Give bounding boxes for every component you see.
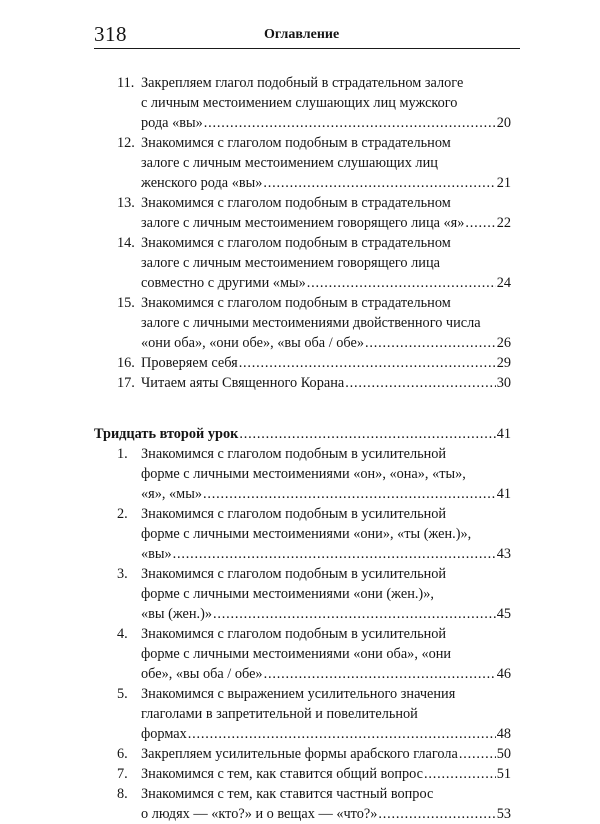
entry-page: 30 xyxy=(496,375,511,391)
entry-text: «они оба», «они обе», «вы оба / обе» xyxy=(141,335,364,351)
toc-entry xyxy=(0,624,600,684)
entry-text: с личным местоимением слушающих лиц мужского xyxy=(141,95,458,111)
lesson-page: 41 xyxy=(496,426,511,442)
dot-leader xyxy=(465,213,495,233)
entry-number: 14. xyxy=(117,235,135,251)
entry-number: 2. xyxy=(117,506,128,522)
dot-leader xyxy=(173,544,496,564)
toc-entry xyxy=(0,784,600,824)
entry-page: 46 xyxy=(496,666,511,682)
entry-text: рода «вы» xyxy=(141,115,203,131)
entry-text: форме с личными местоимениями «они (жен.)», xyxy=(141,586,434,602)
entry-text: женского рода «вы» xyxy=(141,175,263,191)
toc-entry xyxy=(0,373,600,393)
entry-number: 16. xyxy=(117,355,135,371)
entry-number: 12. xyxy=(117,135,135,151)
entry-text: форме с личными местоимениями «он», «она», «ты», xyxy=(141,466,466,482)
dot-leader xyxy=(459,744,496,764)
entry-page: 50 xyxy=(496,746,511,762)
dot-leader xyxy=(345,373,496,393)
entry-number: 5. xyxy=(117,686,128,702)
entry-number: 11. xyxy=(117,75,135,91)
entry-text: Знакомимся с глаголом подобным в усилительной xyxy=(141,566,447,582)
dot-leader xyxy=(263,173,495,193)
entry-page: 53 xyxy=(496,806,511,822)
entry-page: 22 xyxy=(496,215,511,231)
entry-text: залоге с личными местоимениями двойственного числа xyxy=(141,315,481,331)
entry-number: 1. xyxy=(117,446,128,462)
header-title: Оглавление xyxy=(264,27,340,42)
toc-entry xyxy=(0,193,600,233)
entry-text: Знакомимся с тем, как ставится общий вопрос xyxy=(141,766,423,782)
entry-text: «вы» xyxy=(141,546,172,562)
toc-lesson-heading xyxy=(94,424,511,444)
entry-page: 29 xyxy=(496,355,511,371)
entry-text: Проверяем себя xyxy=(141,355,238,371)
entry-text: Знакомимся с тем, как ставится частный вопрос xyxy=(141,786,434,802)
entry-text: Знакомимся с глаголом подобным в страдательном xyxy=(141,295,451,311)
entry-number: 13. xyxy=(117,195,135,211)
entry-text: залоге с личным местоимением слушающих лиц xyxy=(141,155,438,171)
toc-entry xyxy=(0,764,600,784)
entry-text: Закрепляем усилительные формы арабского глагола xyxy=(141,746,458,762)
toc-entry xyxy=(0,233,600,293)
entry-page: 48 xyxy=(496,726,511,742)
toc-entry xyxy=(0,353,600,373)
entry-text: форме с личными местоимениями «они оба», «они xyxy=(141,646,452,662)
toc-entry xyxy=(0,133,600,193)
dot-leader xyxy=(264,664,496,684)
entry-text: о людях — «кто?» и о вещах — «что?» xyxy=(141,806,378,822)
entry-text: Читаем аяты Священного Корана xyxy=(141,375,345,391)
entry-number: 8. xyxy=(117,786,128,802)
entry-text: «я», «мы» xyxy=(141,486,202,502)
entry-page: 20 xyxy=(496,115,511,131)
dot-leader xyxy=(213,604,496,624)
table-of-contents xyxy=(0,73,600,824)
entry-text: Знакомимся с глаголом подобным в усилительной xyxy=(141,506,447,522)
entry-number: 7. xyxy=(117,766,128,782)
dot-leader xyxy=(307,273,496,293)
toc-entry xyxy=(0,744,600,764)
entry-text: залоге с личным местоимением говорящего лица xyxy=(141,255,440,271)
toc-section-previous-lesson xyxy=(0,73,600,393)
toc-entry xyxy=(0,293,600,353)
dot-leader xyxy=(239,353,496,373)
dot-leader xyxy=(203,484,496,504)
header-rule xyxy=(94,48,520,49)
entry-number: 15. xyxy=(117,295,135,311)
entry-page: 24 xyxy=(496,275,511,291)
entry-text: Знакомимся с глаголом подобным в усилительной xyxy=(141,446,447,462)
entry-text: Знакомимся с глаголом подобным в страдательном xyxy=(141,195,451,211)
entry-text: формах xyxy=(141,726,187,742)
toc-entry xyxy=(0,73,600,133)
entry-page: 26 xyxy=(496,335,511,351)
toc-entry xyxy=(0,564,600,624)
entry-text: «вы (жен.)» xyxy=(141,606,213,622)
page-number: 318 xyxy=(94,22,127,46)
page-header xyxy=(94,22,520,48)
entry-page: 43 xyxy=(496,546,511,562)
lesson-title: Тридцать второй урок xyxy=(94,426,239,442)
entry-page: 41 xyxy=(496,486,511,502)
entry-text: совместно с другими «мы» xyxy=(141,275,306,291)
entry-text: форме с личными местоимениями «они», «ты (жен.)», xyxy=(141,526,472,542)
dot-leader xyxy=(204,113,496,133)
entry-text: Закрепляем глагол подобный в страдательном залоге xyxy=(141,75,464,91)
dot-leader xyxy=(365,333,496,353)
entry-number: 4. xyxy=(117,626,128,642)
entry-text: Знакомимся с глаголом подобным в усилительной xyxy=(141,626,447,642)
dot-leader xyxy=(188,724,496,744)
dot-leader xyxy=(424,764,496,784)
entry-page: 45 xyxy=(496,606,511,622)
entry-text: Знакомимся с выражением усилительного значения xyxy=(141,686,456,702)
toc-section-lesson-32 xyxy=(0,444,600,824)
entry-number: 6. xyxy=(117,746,128,762)
entry-number: 17. xyxy=(117,375,135,391)
entry-text: глаголами в запретительной и повелительной xyxy=(141,706,418,722)
dot-leader xyxy=(378,804,495,824)
dot-leader xyxy=(239,424,495,444)
entry-page: 21 xyxy=(496,175,511,191)
entry-text: залоге с личным местоимением говорящего лица «я» xyxy=(141,215,465,231)
entry-text: обе», «вы оба / обе» xyxy=(141,666,263,682)
entry-text: Знакомимся с глаголом подобным в страдательном xyxy=(141,135,451,151)
toc-entry xyxy=(0,684,600,744)
entry-number: 3. xyxy=(117,566,128,582)
entry-page: 51 xyxy=(496,766,511,782)
toc-entry xyxy=(0,504,600,564)
entry-text: Знакомимся с глаголом подобным в страдательном xyxy=(141,235,451,251)
toc-entry xyxy=(0,444,600,504)
